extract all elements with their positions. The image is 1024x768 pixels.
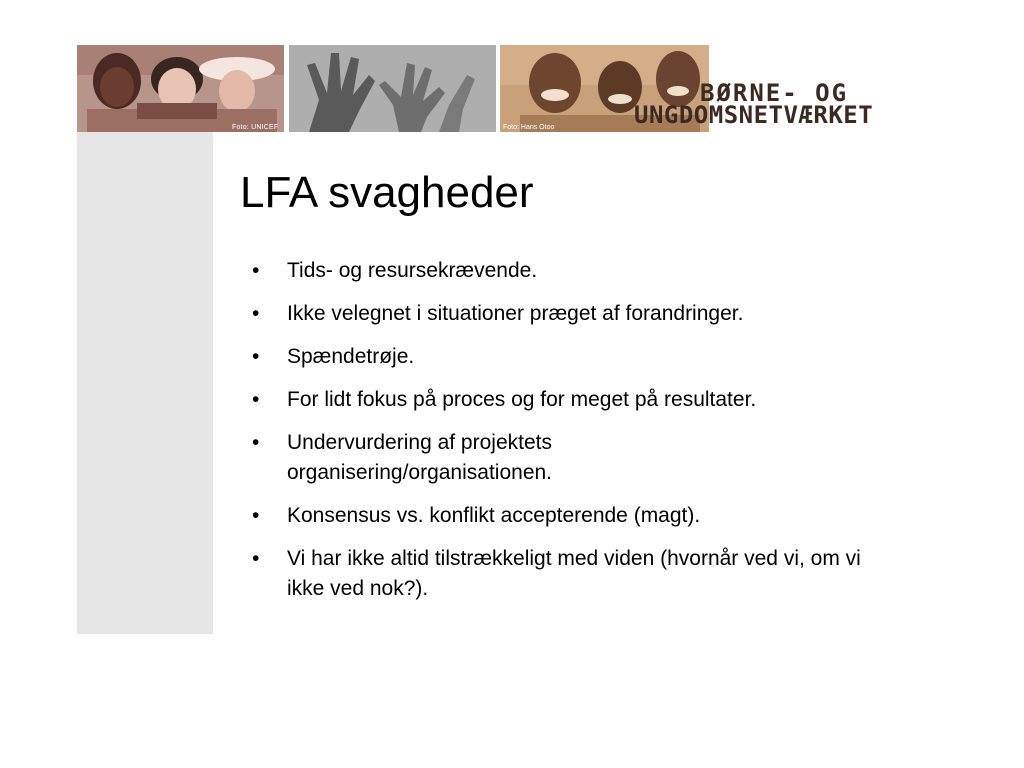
hands-photo-image [289, 45, 496, 132]
header-photo-hands [289, 45, 496, 132]
bullet-icon: • [252, 504, 260, 527]
bullet-item [248, 428, 898, 488]
bullet-icon: • [252, 259, 260, 282]
photo-credit-hans-otoo: Foto: Hans Otoo [503, 124, 555, 131]
bullet-icon: • [252, 345, 260, 368]
bullet-item [248, 385, 898, 415]
bullet-icon: • [252, 388, 260, 411]
bullet-text: Tids- og resursekrævende. [287, 259, 538, 282]
bullet-icon: • [252, 302, 260, 325]
bullet-item [248, 299, 898, 329]
bullet-icon: • [252, 547, 260, 570]
children-photo-image [77, 45, 284, 132]
slide-title: LFA svagheder [240, 168, 534, 217]
bullet-text: Vi har ikke altid tilstrækkeligt med viden (hvornår ved vi, om vi ikke ved nok?). [287, 547, 861, 600]
bullet-icon: • [252, 431, 260, 454]
bullet-text: Konsensus vs. konflikt accepterende (magt). [287, 504, 701, 527]
bullet-item [248, 256, 898, 286]
organization-logo [634, 79, 946, 129]
photo-credit-unicef: Foto: UNICEF [232, 124, 279, 131]
logo-line-2: UNGDOMSNETVÆRKET [634, 101, 874, 129]
bullet-text: Spændetrøje. [287, 345, 415, 368]
bullet-text: For lidt fokus på proces og for meget på resultater. [287, 388, 757, 411]
logo-line-1: BØRNE- OG [700, 79, 849, 107]
bullet-item [248, 544, 898, 604]
bullet-list [248, 256, 898, 617]
bullet-text: Undervurdering af projektets organisering/organisationen. [287, 431, 553, 484]
bullet-text: Ikke velegnet i situationer præget af forandringer. [287, 302, 744, 325]
left-sidebar-panel [77, 132, 213, 634]
bullet-item [248, 342, 898, 372]
header-photo-children [77, 45, 284, 132]
bullet-item [248, 501, 898, 531]
